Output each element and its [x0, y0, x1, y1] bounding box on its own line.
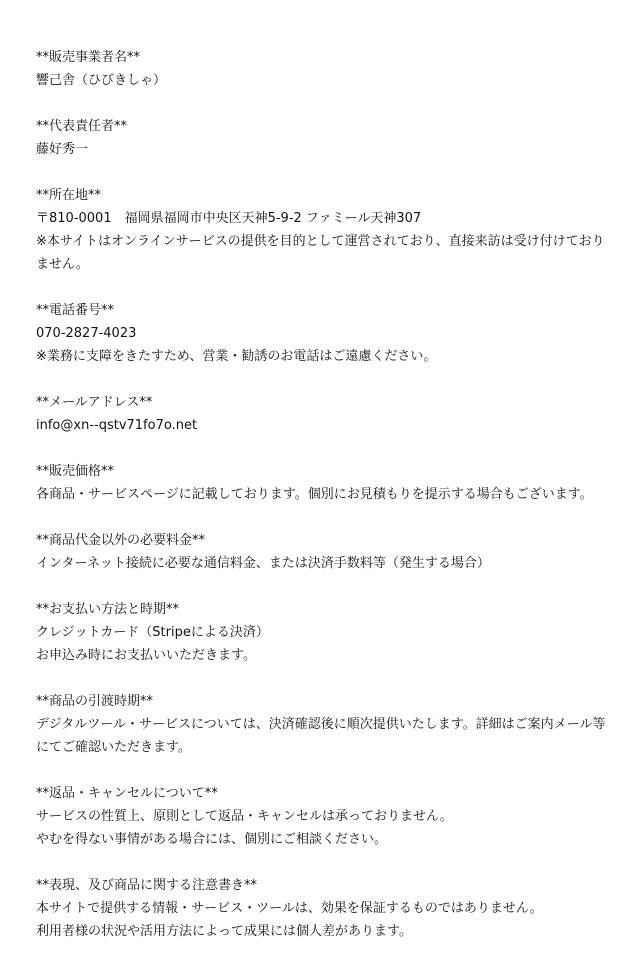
- section-address: [36, 184, 606, 276]
- section-delivery: [36, 690, 606, 759]
- section-seller-name: [36, 46, 606, 92]
- section-returns: [36, 782, 606, 851]
- section-text: お申込み時にお支払いいただきます。: [36, 648, 256, 663]
- section-heading: **代表責任者**: [36, 119, 128, 134]
- section-heading: **返品・キャンセルについて**: [36, 786, 218, 801]
- section-price: [36, 460, 606, 506]
- section-email: [36, 391, 606, 437]
- section-text: info@xn--qstv71fo7o.net: [36, 418, 198, 433]
- section-text: 利用者様の状況や活用方法によって成果には個人差があります。: [36, 924, 412, 939]
- section-phone: [36, 299, 606, 368]
- section-representative: [36, 115, 606, 161]
- section-text: 各商品・サービスページに記載しております。個別にお見積もりを提示する場合もございます。: [36, 487, 593, 502]
- section-heading: **商品代金以外の必要料金**: [36, 533, 206, 548]
- section-text: デジタルツール・サービスについては、決済確認後に順次提供いたします。詳細はご案内メール等にてご確認いただきます。: [36, 717, 606, 755]
- legal-notice-document: [36, 46, 606, 966]
- section-heading: **電話番号**: [36, 303, 115, 318]
- section-text: クレジットカード（Stripeによる決済）: [36, 625, 269, 640]
- section-text: 〒810-0001 福岡県福岡市中央区天神5-9-2 ファミール天神307: [36, 211, 422, 226]
- section-heading: **お支払い方法と時期**: [36, 602, 180, 617]
- section-heading: **商品の引渡時期**: [36, 694, 154, 709]
- section-additional-fees: [36, 529, 606, 575]
- section-payment: [36, 598, 606, 667]
- section-text: 響己舎（ひびきしゃ）: [36, 73, 167, 88]
- section-text: やむを得ない事情がある場合には、個別にご相談ください。: [36, 832, 388, 847]
- section-heading: **販売事業者名**: [36, 50, 141, 65]
- section-text: 本サイトで提供する情報・サービス・ツールは、効果を保証するものではありません。: [36, 901, 543, 916]
- section-note: ※業務に支障をきたすため、営業・勧誘のお電話はご遠慮ください。: [36, 349, 437, 364]
- section-heading: **所在地**: [36, 188, 102, 203]
- section-heading: **メールアドレス**: [36, 395, 153, 410]
- section-text: サービスの性質上、原則として返品・キャンセルは承っておりません。: [36, 809, 453, 824]
- section-note: ※本サイトはオンラインサービスの提供を目的として運営されており、直接来訪は受け付けておりません。: [36, 234, 605, 272]
- section-disclaimer: [36, 874, 606, 943]
- section-text: 藤好秀一: [36, 142, 89, 157]
- section-text: 070-2827-4023: [36, 326, 137, 341]
- section-heading: **表現、及び商品に関する注意書き**: [36, 878, 258, 893]
- section-text: インターネット接続に必要な通信料金、または決済手数料等（発生する場合）: [36, 556, 490, 571]
- section-heading: **販売価格**: [36, 464, 115, 479]
